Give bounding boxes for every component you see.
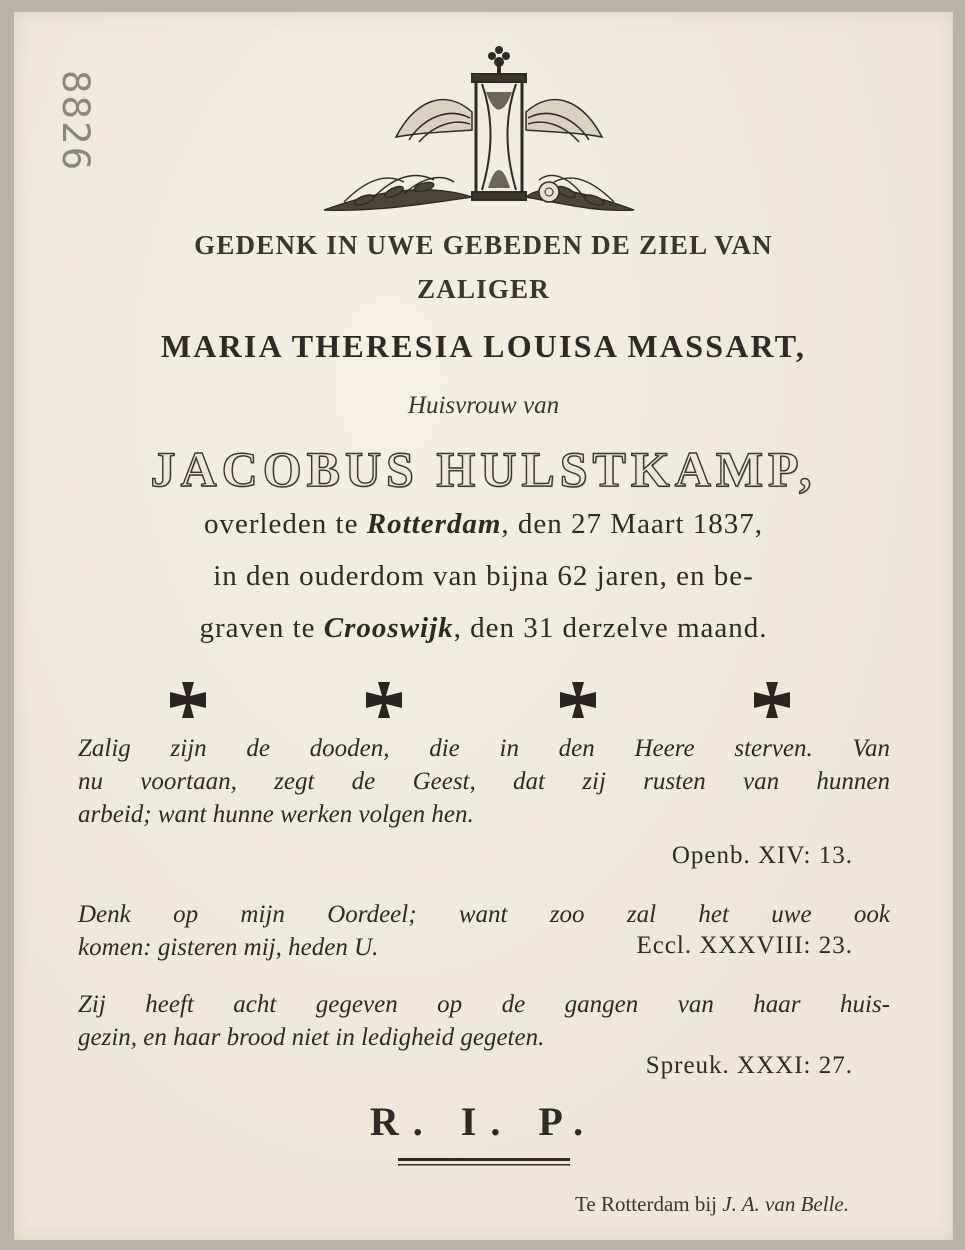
verse-2-line-1: Denk op mijn Oordeel; want zoo zal het uwe ook [78,901,890,928]
death-line-3-b: , den 31 derzelve maand. [453,612,768,644]
verse-2-reference: Eccl. XXXVIII: 23. [636,932,853,959]
relation-text: Huisvrouw van [407,392,560,419]
verse-1-line-2: nu voortaan, zegt de Geest, dat zij rusten van hunnen [78,768,890,795]
rip-text: R. I. P. [369,1099,598,1144]
verse-3-reference: Spreuk. XXXI: 27. [645,1052,853,1079]
death-line-1-a: overleden te [203,508,367,540]
cross-pattee-icon [168,680,208,720]
death-line-1-b: , den 27 Maart 1837, [501,508,764,540]
verse-3-line-1: Zij heeft acht gegeven op de gangen van haar huis- [78,991,890,1018]
cross-pattee-icon [752,680,792,720]
verse-1-line-3: arbeid; want hunne werken volgen hen. [78,801,474,828]
verse-1-reference: Openb. XIV: 13. [671,842,853,869]
death-place: Rotterdam [366,508,502,540]
printer-imprint [575,1192,849,1217]
cross-pattee-icon [364,680,404,720]
winged-hourglass-icon [304,32,654,222]
heading-line-2: ZALIGER [417,274,550,304]
death-line-3 [14,612,953,645]
spouse-name: JACOBUS HULSTKAMP, [150,441,817,497]
memorial-card [14,12,953,1240]
divider-rule [398,1156,570,1170]
verse-2-line-2: komen: gisteren mij, heden U. [78,934,379,961]
death-line-1 [14,508,953,541]
cross-row [14,680,953,724]
verse-3 [78,988,890,1054]
burial-place: Crooswijk [323,612,454,644]
heading-line-1: GEDENK IN UWE GEBEDEN DE ZIEL VAN [194,230,773,260]
inventory-number: 8826 [54,70,97,173]
verse-1 [78,732,890,831]
verse-1-line-1: Zalig zijn de dooden, die in den Heere sterven. Van [78,735,890,762]
verse-3-line-2: gezin, en haar brood niet in ledigheid gegeten. [78,1024,545,1051]
death-line-2: in den ouderdom van bijna 62 jaren, en be- [213,560,754,592]
death-line-3-a: graven te [199,612,324,644]
imprint-printer: J. A. van Belle. [722,1192,849,1216]
imprint-prefix: Te Rotterdam bij [575,1192,723,1216]
deceased-name: MARIA THERESIA LOUISA MASSART, [160,328,807,364]
cross-pattee-icon [558,680,598,720]
